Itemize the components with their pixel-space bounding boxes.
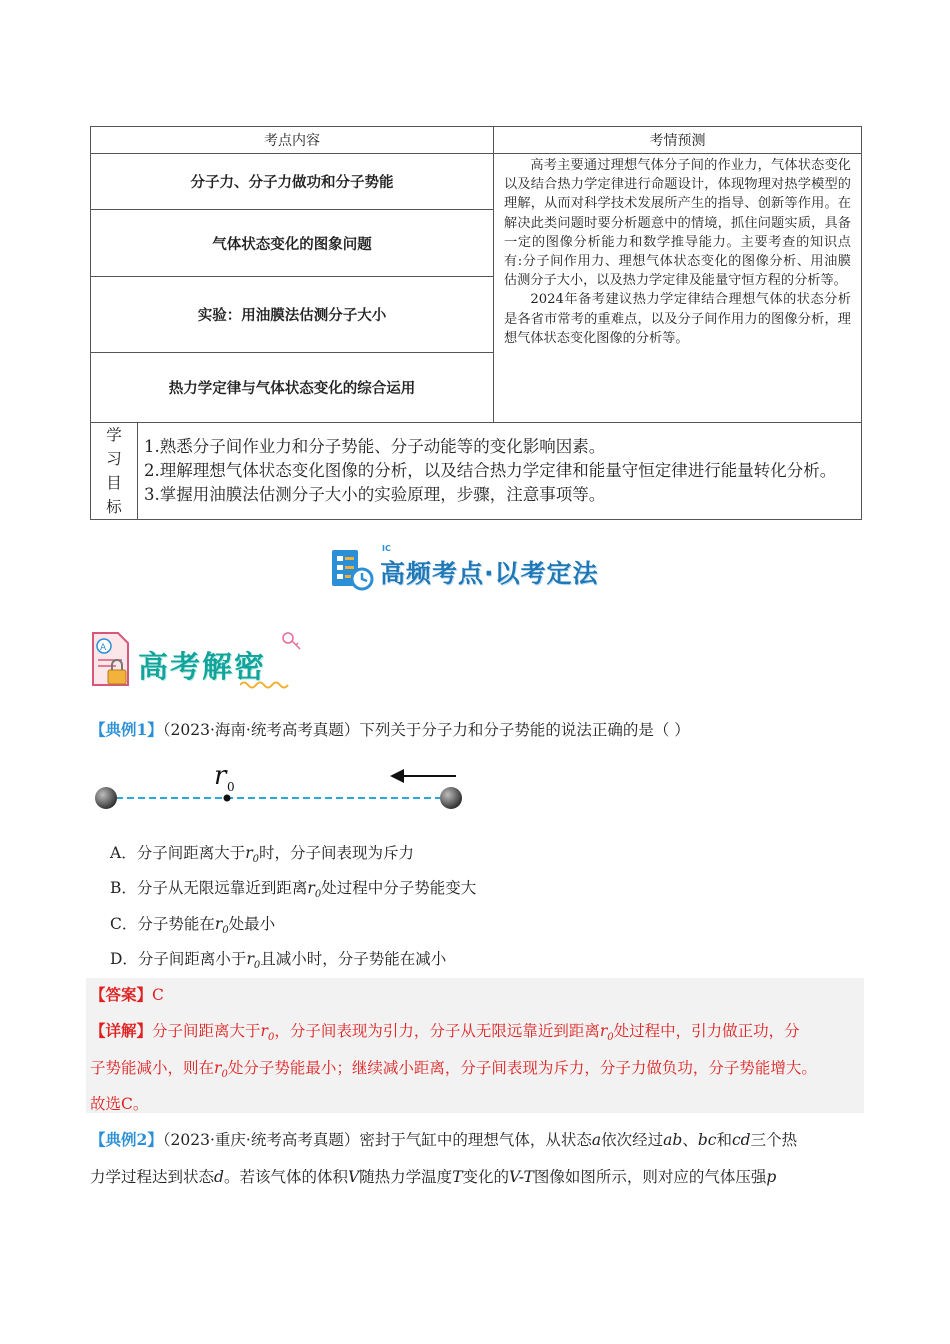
- vt-symbol: V-T: [509, 1168, 534, 1186]
- document-lock-icon: [90, 630, 136, 690]
- answer-line: [90, 983, 164, 1005]
- example-tag: 【典例2】: [90, 1130, 163, 1149]
- question-text: 。若该气体的体积: [223, 1168, 348, 1186]
- example-source: （2023·重庆·统考高考真题）: [162, 1131, 360, 1149]
- option-text: B．分子从无限远靠近到距离: [110, 879, 308, 897]
- option-d[interactable]: [110, 947, 446, 971]
- r0-sub: 0: [253, 960, 261, 972]
- question-text: 力学过程达到状态: [90, 1168, 215, 1186]
- prediction-paragraph-2: 2024年备考建议热力学定律结合理想气体的状态分析是各省市常考的重难点，以及分子间作用力的图像分析，理想气体状态变化图像的分析等。: [504, 292, 851, 346]
- answer-value: C: [152, 986, 164, 1004]
- r0-sub: 0: [222, 925, 229, 937]
- question-text: 随热力学温度: [359, 1168, 453, 1186]
- detail-line-3: 故选C。: [90, 1095, 149, 1113]
- banner-corner-tag: IC: [382, 544, 391, 553]
- option-text: A．分子间距离大于: [110, 844, 246, 862]
- question-text: 变化的: [462, 1168, 510, 1186]
- option-b[interactable]: [110, 876, 476, 900]
- goal-label-char: 目: [106, 474, 122, 492]
- r0-symbol: r: [246, 950, 254, 968]
- molecule-right: [440, 787, 462, 809]
- option-c[interactable]: [110, 912, 275, 936]
- goal-label-char: 标: [106, 498, 122, 516]
- left-arrow-icon: [390, 769, 404, 783]
- molecule-distance-figure: [90, 758, 470, 820]
- r0-subscript: 0: [227, 780, 235, 794]
- option-text: C．分子势能在: [110, 915, 215, 933]
- exam-summary-table: [90, 126, 862, 520]
- r0-sub: 0: [314, 889, 322, 901]
- example-source: （2023·海南·统考高考真题）: [162, 721, 360, 739]
- question-text: 密封于气缸中的理想气体，从状态: [359, 1131, 592, 1149]
- r0-label: r: [214, 761, 227, 791]
- goal-2: 2.理解理想气体状态变化图像的分析，以及结合热力学定律和能量守恒定律进行能量转化分析。: [144, 461, 837, 480]
- question-text: 三个热: [750, 1131, 798, 1149]
- example-tag: 【典例1】: [90, 720, 163, 739]
- detail-text: ，分子间表现为引力，分子从无限远靠近到距离: [274, 1022, 600, 1040]
- option-text: D．分子间距离小于: [110, 950, 247, 968]
- process-symbol: bc: [697, 1131, 717, 1149]
- prediction-paragraph-1: 高考主要通过理想气体分子间的作业力，气体状态变化以及结合热力学定律进行命题设计，体现物理对热学模型的理解，从而对科学技术发展所产生的指导、创新等作用。在解决此类问题时要分析题意中的情境，抓住问题实质，具备一定的图像分析能力和数学推导能力。主要考查的知识点有:分子间作用力、理想气体状态变化的图像分析、用油膜估测分子大小，以及热力学定律及能量守恒方程的分析等。: [504, 158, 851, 289]
- topic-4: 热力学定律与气体状态变化的综合运用: [91, 353, 494, 423]
- col-header-content: 考点内容: [91, 127, 494, 154]
- topic-2: 气体状态变化的图象问题: [91, 210, 494, 277]
- detail-text: 处过程中，引力做正功，分: [613, 1022, 800, 1040]
- question-text: 、: [682, 1131, 698, 1149]
- option-text: 时，分子间表现为斥力: [259, 844, 415, 862]
- topic-3: 实验：用油膜法估测分子大小: [91, 277, 494, 353]
- goal-1: 1.熟悉分子间作业力和分子势能、分子动能等的变化影响因素。: [144, 437, 606, 456]
- wavy-underline-icon: [240, 678, 290, 692]
- goal-label-char: 学: [106, 426, 122, 444]
- detail-text: 子势能减小，则在: [90, 1059, 215, 1077]
- answer-box: [86, 978, 864, 1113]
- detail-line-1: [90, 1019, 800, 1043]
- r0-symbol: r: [307, 879, 315, 897]
- option-a[interactable]: [110, 841, 414, 865]
- example2-line-2: [90, 1165, 776, 1187]
- topic-1: 分子力、分子力做功和分子势能: [91, 154, 494, 210]
- option-text: 且减小时，分子势能在减小: [260, 950, 447, 968]
- banner-title: 高频考点·以考定法: [380, 559, 599, 588]
- key-doodle-icon: [280, 630, 304, 652]
- detail-text: 处分子势能最小；继续减小距离，分子间表现为斥力，分子力做负功，分子势能增大。: [227, 1059, 817, 1077]
- option-text: 处过程中分子势能变大: [321, 879, 477, 897]
- learning-goal-label: [91, 423, 138, 520]
- col-header-prediction: 考情预测: [494, 127, 862, 154]
- goal-3: 3.掌握用油膜法估测分子大小的实验原理，步骤，注意事项等。: [144, 485, 606, 504]
- question-text: 图像如图所示，则对应的气体压强: [533, 1168, 767, 1186]
- checklist-clock-icon: [330, 546, 378, 592]
- state-symbol: a: [591, 1131, 602, 1149]
- prediction-cell: [494, 154, 862, 423]
- r0-sub: 0: [267, 1032, 275, 1044]
- banner-high-frequency: [330, 546, 620, 592]
- r0-sub: 0: [221, 1069, 228, 1081]
- process-symbol: ab: [663, 1131, 683, 1149]
- banner-exam-decode: [90, 630, 310, 692]
- banner-title: 高考解密: [138, 650, 266, 685]
- example1-question: [90, 718, 690, 740]
- answer-tag: 【答案】: [90, 985, 153, 1004]
- detail-tag: 【详解】: [90, 1021, 153, 1040]
- learning-goals: [138, 423, 862, 520]
- example2-line-1: [90, 1128, 797, 1150]
- question-text: 下列关于分子力和分子势能的说法正确的是（ ）: [359, 721, 690, 739]
- pressure-symbol: p: [766, 1168, 777, 1186]
- r0-symbol: r: [599, 1022, 608, 1040]
- detail-text: 分子间距离大于: [152, 1022, 261, 1040]
- goal-label-char: 习: [106, 450, 122, 468]
- molecule-left: [95, 787, 117, 809]
- r0-symbol: r: [214, 1059, 222, 1077]
- r0-symbol: r: [245, 844, 253, 862]
- state-symbol: d: [214, 1168, 224, 1186]
- svg-text:A: A: [100, 643, 107, 653]
- option-text: 处最小: [228, 915, 276, 933]
- process-symbol: cd: [731, 1131, 751, 1149]
- r0-sub: 0: [252, 854, 259, 866]
- question-text: 和: [716, 1131, 732, 1149]
- volume-symbol: V: [347, 1168, 360, 1186]
- temperature-symbol: T: [452, 1168, 463, 1186]
- r0-sub: 0: [607, 1032, 614, 1044]
- detail-line-2: [90, 1056, 817, 1080]
- r0-symbol: r: [214, 915, 223, 933]
- r0-symbol: r: [260, 1022, 268, 1040]
- r0-marker-dot: [224, 795, 231, 802]
- question-text: 依次经过: [601, 1131, 664, 1149]
